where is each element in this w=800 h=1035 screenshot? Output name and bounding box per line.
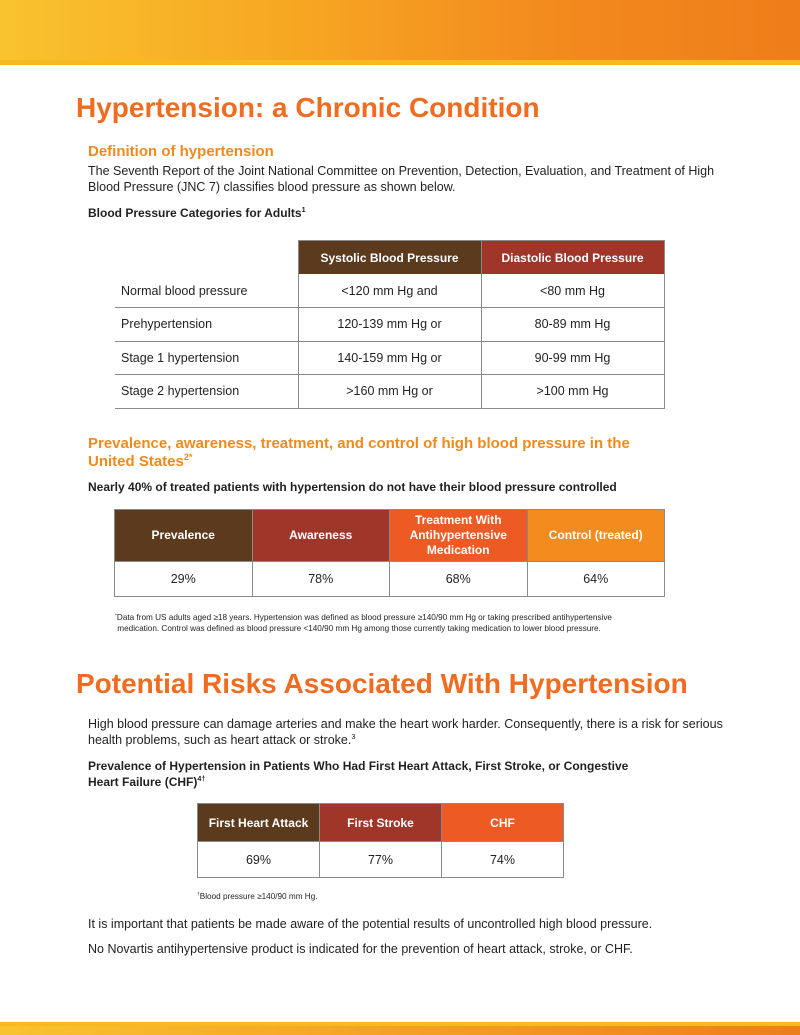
- table-row: [198, 842, 564, 878]
- stroke-value: 77%: [320, 842, 442, 878]
- systolic-value: 140-159 mm Hg or: [298, 341, 481, 375]
- prevalence-header-row: [115, 510, 665, 562]
- chf-value: 74%: [442, 842, 564, 878]
- systolic-value: <120 mm Hg and: [298, 274, 481, 308]
- prevalence-table-label: Nearly 40% of treated patients with hypertension do not have their blood pressure controlled: [88, 480, 617, 494]
- bp-table-label: Blood Pressure Categories for Adults$^1$: [88, 205, 306, 220]
- table-row: [115, 308, 664, 342]
- diastolic-header: Diastolic Blood Pressure: [481, 241, 664, 275]
- table-row: [115, 375, 664, 409]
- systolic-header: Systolic Blood Pressure: [298, 241, 481, 275]
- risk-table-label: Prevalence of Hypertension in Patients Who Had First Heart Attack, First Stroke, or Congestive Heart Failure (CHF)$^{4\dagger}$: [88, 759, 629, 789]
- closing-text-2: No Novartis antihypertensive product is indicated for the prevention of heart attack, stroke, or CHF.: [88, 942, 633, 956]
- risk-header-row: [198, 804, 564, 842]
- diastolic-value: 80-89 mm Hg: [481, 308, 664, 342]
- table-row: [115, 274, 664, 308]
- systolic-value: >160 mm Hg or: [298, 375, 481, 409]
- closing-text-1: It is important that patients be made aware of the potential results of uncontrolled high blood pressure.: [88, 917, 653, 931]
- prevalence-footnote: *Data from US adults aged ≥18 years. Hypertension was defined as blood pressure ≥140/90 mm Hg or taking prescribed antihypertensive medication. Control was defined as blood pressure <140/90 mm Hg among those currently taking medication to lower blood pressure.: [115, 613, 612, 633]
- bp-table-header-row: [115, 241, 664, 275]
- diastolic-value: >100 mm Hg: [481, 375, 664, 409]
- chf-header: CHF: [442, 804, 564, 842]
- row-label: Stage 1 hypertension: [115, 341, 298, 375]
- table-row: [115, 562, 665, 597]
- risks-intro-text: High blood pressure can damage arteries and make the heart work harder. Consequently, there is a risk for serious health problems, such as heart attack or stroke.$^3$: [88, 717, 723, 747]
- heart-attack-value: 69%: [198, 842, 320, 878]
- diastolic-value: <80 mm Hg: [481, 274, 664, 308]
- row-label: Prehypertension: [115, 308, 298, 342]
- prevalence-header: Prevalence: [115, 510, 253, 562]
- section1-title: Hypertension: a Chronic Condition: [76, 92, 540, 123]
- definition-heading: Definition of hypertension: [88, 143, 274, 160]
- heart-attack-header: First Heart Attack: [198, 804, 320, 842]
- awareness-header: Awareness: [252, 510, 390, 562]
- risk-table: [197, 803, 564, 878]
- risk-footnote: †Blood pressure ≥140/90 mm Hg.: [197, 892, 318, 901]
- section2-title: Potential Risks Associated With Hypertension: [76, 668, 688, 699]
- top-yellow-rule: [0, 60, 800, 65]
- stroke-header: First Stroke: [320, 804, 442, 842]
- treatment-header: Treatment With Antihypertensive Medication: [390, 510, 528, 562]
- row-label: Normal blood pressure: [115, 274, 298, 308]
- diastolic-value: 90-99 mm Hg: [481, 341, 664, 375]
- bp-categories-table: [115, 240, 665, 409]
- bottom-orange-band: [0, 1026, 800, 1035]
- awareness-value: 78%: [252, 562, 390, 597]
- control-value: 64%: [527, 562, 665, 597]
- definition-text: The Seventh Report of the Joint National Committee on Prevention, Detection, Evaluation, and Treatment of High Blood Pressure (JNC 7) classifies blood pressure as shown below.: [88, 164, 715, 194]
- prevalence-heading: Prevalence, awareness, treatment, and control of high blood pressure in the United States$^{2*}$: [88, 435, 630, 470]
- table-row: [115, 341, 664, 375]
- control-header: Control (treated): [527, 510, 665, 562]
- prevalence-value: 29%: [115, 562, 253, 597]
- systolic-value: 120-139 mm Hg or: [298, 308, 481, 342]
- treatment-value: 68%: [390, 562, 528, 597]
- prevalence-table: [114, 509, 665, 597]
- row-label: Stage 2 hypertension: [115, 375, 298, 409]
- top-orange-band: [0, 0, 800, 60]
